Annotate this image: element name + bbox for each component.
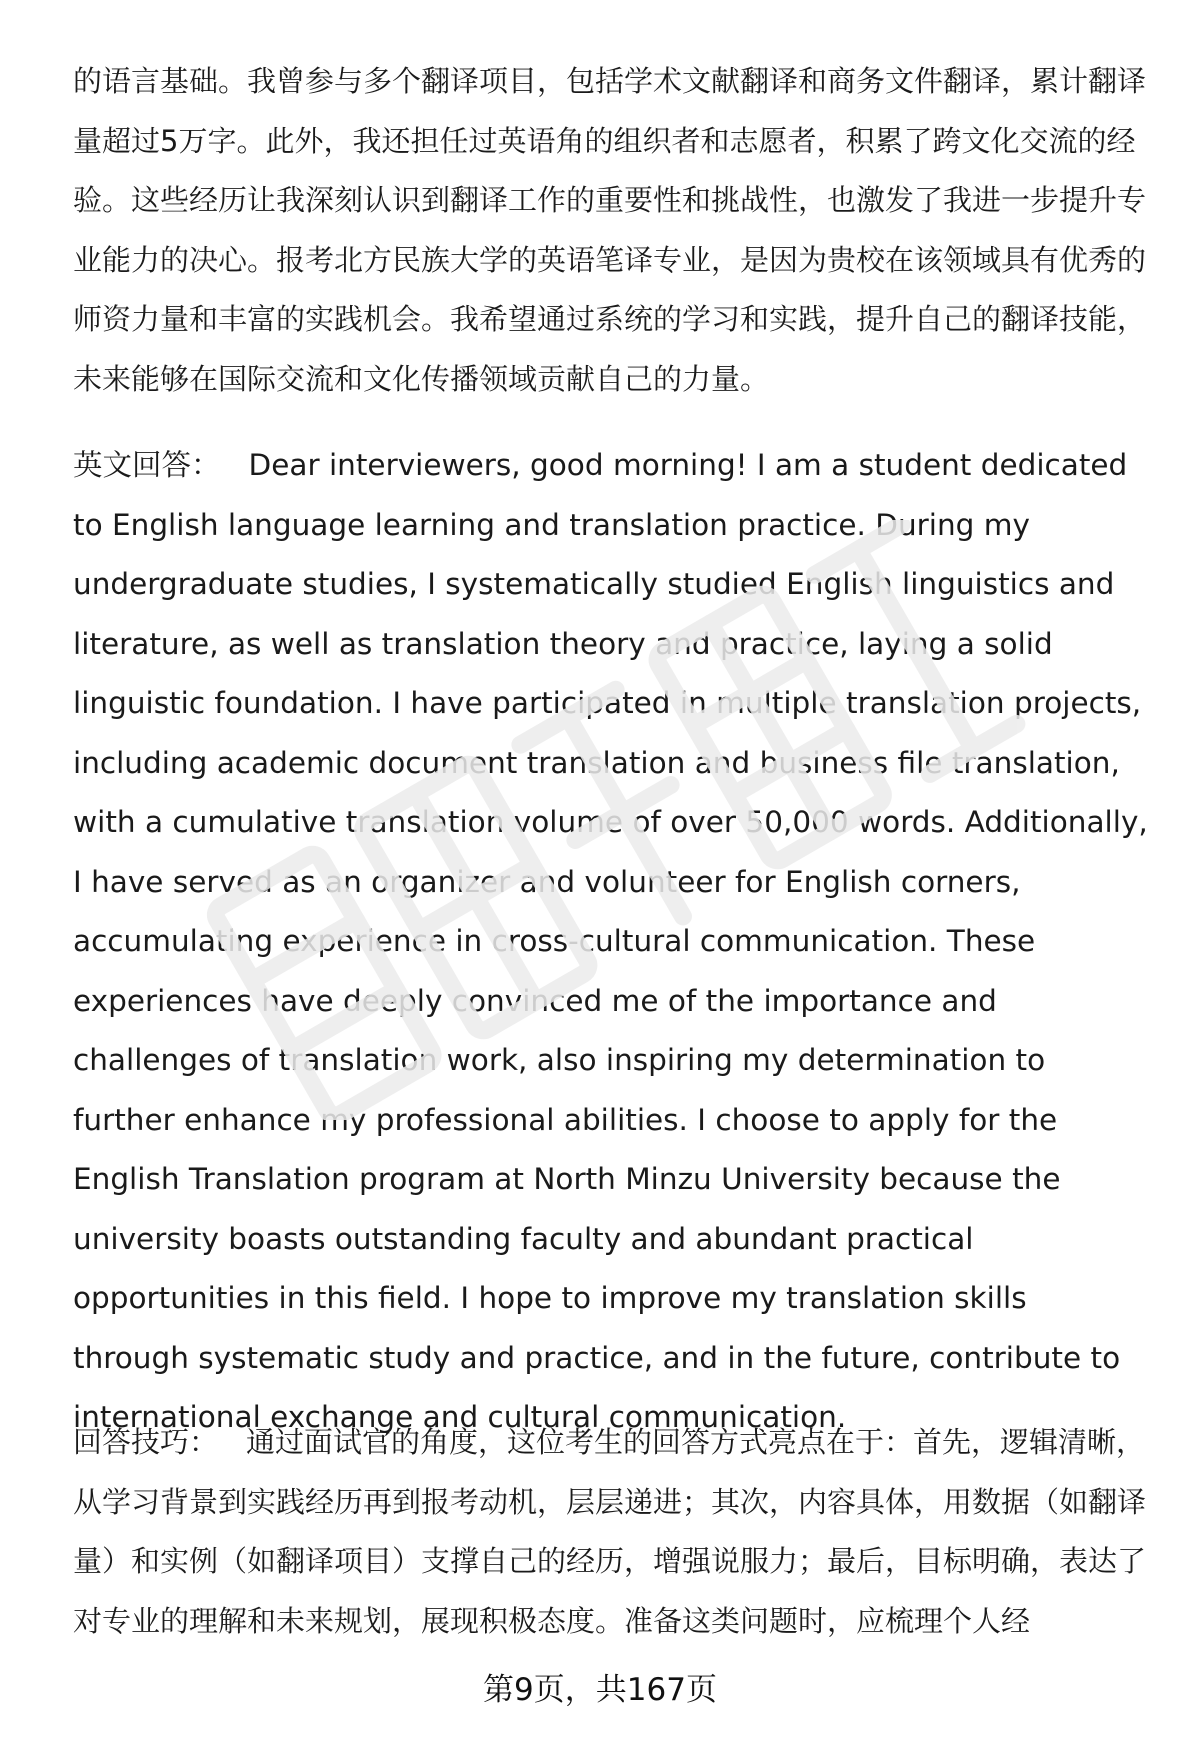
intro-paragraph: 的语言基础。我曾参与多个翻译项目，包括学术文献翻译和商务文件翻译，累计翻译量超过5万字。此外，我还担任过英语角的组织者和志愿者，积累了跨文化交流的经验。这些经历让我深刻认识到翻译工作的重要性和挑战性，也激发了我进一步提升专业能力的决心。报考北方民族大学的英语笔译专业，是因为贵校在该领域具有优秀的师资力量和丰富的实践机会。我希望通过系统的学习和实践，提升自己的翻译技能，未来能够在国际交流和文化传播领域贡献自己的力量。 <box>73 64 1147 396</box>
answer-tips-text: 通过面试官的角度，这位考生的回答方式亮点在于：首先，逻辑清晰，从学习背景到实践经历再到报考动机，层层递进；其次，内容具体，用数据（如翻译量）和实例（如翻译项目）支撑自己的经历，增强说服力；最后，目标明确，表达了对专业的理解和未来规划，展现积极态度。准备这类问题时，应梳理个人经 <box>73 1425 1147 1638</box>
english-answer-paragraph <box>73 436 1148 1448</box>
english-answer-label: 英文回答： <box>73 448 221 482</box>
english-answer-text: Dear interviewers, good morning! I am a student dedicated to English language learning and translation practice. During my undergraduate studies, I systematically studied English linguistics and literature, as well as translation theory and practice, laying a solid linguistic foundation. I have participated in multiple translation projects, including academic document translation and business file translation, with a cumulative translation volume of over 50,000 words. Additionally, I have served as an organizer and volunteer for English corners, accumulating experience in cross-cultural communication. These experiences have deeply convinced me of the importance and challenges of translation work, also inspiring my determination to further enhance my professional abilities. I choose to apply for the English Translation program at North Minzu University because the university boasts outstanding faculty and abundant practical opportunities in this field. I hope to improve my translation skills through systematic study and practice, and in the future, contribute to international exchange and cultural communication. <box>73 448 1148 1434</box>
document-page <box>73 0 1148 1755</box>
page-indicator: 第9页，共167页 <box>483 1672 717 1708</box>
answer-tips-label: 回答技巧： <box>73 1425 219 1459</box>
answer-tips-paragraph <box>73 1413 1148 1651</box>
